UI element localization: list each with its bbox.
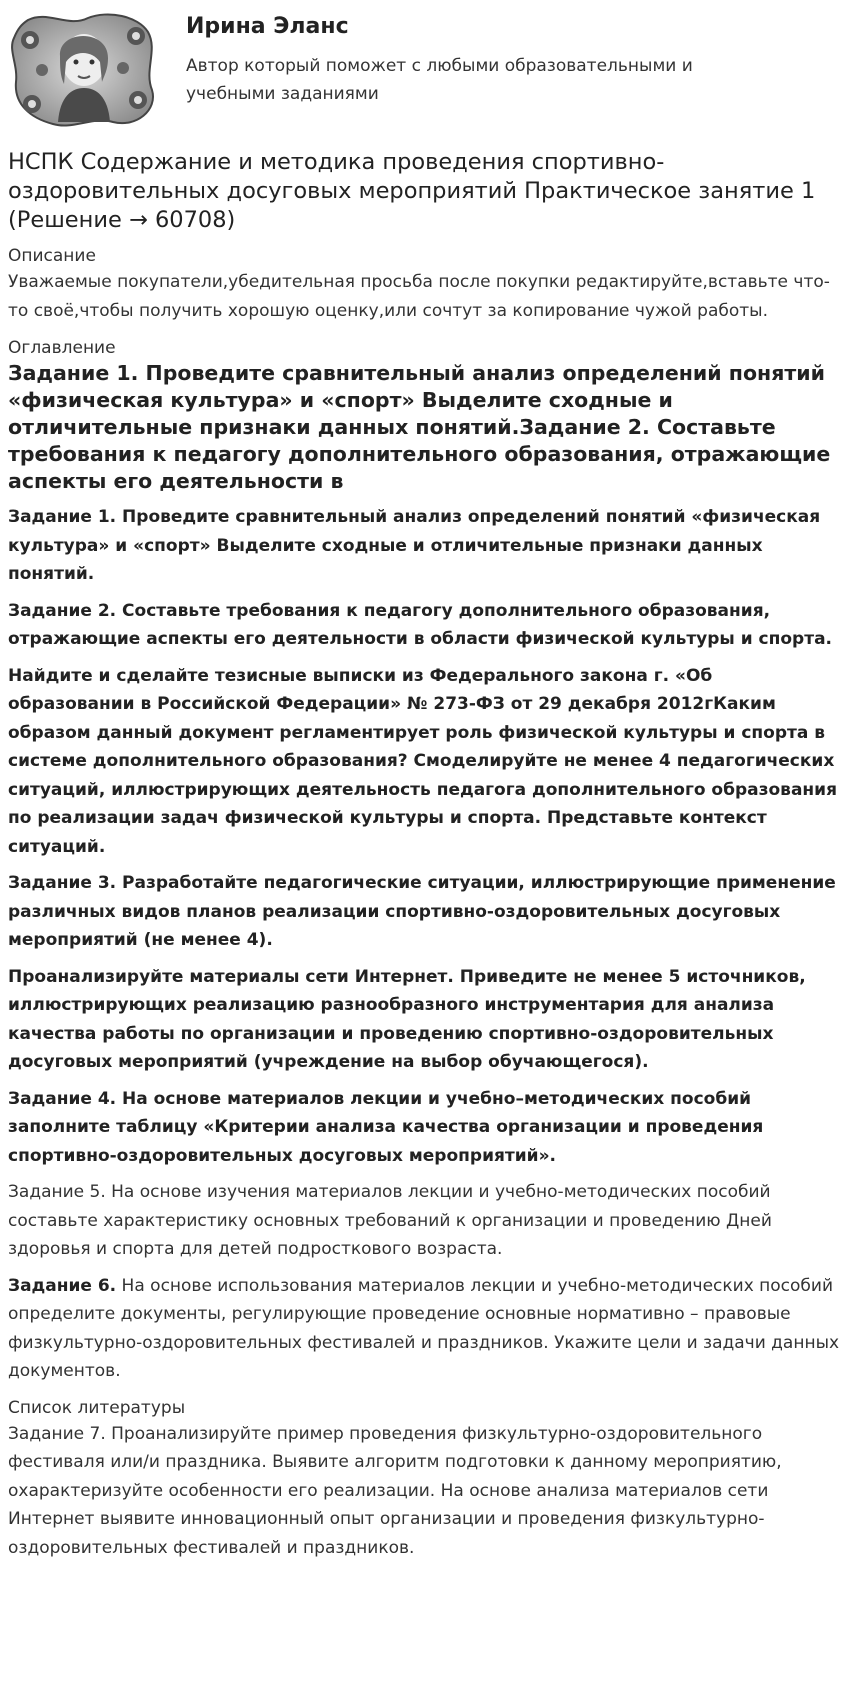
main-content: [8, 244, 840, 1562]
page-title: НСПК Содержание и методика проведения спортивно-оздоровительных досуговых мероприятий Практическое занятие 1 (Решение → 60708): [8, 149, 816, 233]
task-6-text: На основе использования материалов лекции и учебно-методических пособий определите документы, регулирующие проведение основные нормативно – правовые физкультурно-оздоровительных фестивалей и праздников. Укажите цели и задачи данных документов.: [8, 1275, 840, 1381]
author-block: [8, 6, 838, 131]
author-avatar[interactable]: [8, 10, 158, 130]
author-name[interactable]: Ирина Эланс: [186, 14, 349, 39]
author-description: Автор который поможет с любыми образовательными и учебными заданиями: [186, 56, 693, 104]
description-label: Описание: [8, 246, 96, 266]
law-extract-paragraph: Найдите и сделайте тезисные выписки из Федерального закона г. «Об образовании в Российской Федерации» № 273-ФЗ от 29 декабря 2012гКаким образом данный документ регламентирует роль физической культуры и спорта в системе дополнительного образования? Смоделируйте не менее 4 педагогических ситуаций, иллюстрирующих деятельность педагога дополнительного образования по реализации задач физической культуры и спорта. Представьте контекст ситуаций.: [8, 665, 837, 857]
description-text: Уважаемые покупатели,убедительная просьба после покупки редактируйте,вставьте что-то своё,чтобы получить хорошую оценку,или сочтут за копирование чужой работы.: [8, 272, 830, 321]
task-6-heading: Задание 6.: [8, 1275, 117, 1296]
task-4-paragraph: Задание 4. На основе материалов лекции и учебно–методических пособий заполните таблицу «Критерии анализа качества организации и проведения спортивно-оздоровительных досуговых мероприятий».: [8, 1088, 764, 1166]
task-2-paragraph: Задание 2. Составьте требования к педагогу дополнительного образования, отражающие аспекты его деятельности в области физической культуры и спорта.: [8, 600, 833, 649]
task-6-paragraph: [8, 1272, 840, 1386]
task-1-paragraph: Задание 1. Проведите сравнительный анализ определений понятий «физическая культура» и «спорт» Выделите сходные и отличительные признаки данных понятий.: [8, 507, 821, 584]
literature-text: Задание 7. Проанализируйте пример проведения физкультурно-оздоровительного фестиваля или/и праздника. Выявите алгоритм подготовки к данному мероприятию, охарактеризуйте особенности его реализации. На основе анализа материалов сети Интернет выявите инновационный опыт организации и проведения физкультурно-оздоровительных фестивалей и праздников.: [8, 1423, 782, 1558]
contents-label: Оглавление: [8, 338, 116, 358]
contents-summary: Задание 1. Проведите сравнительный анализ определений понятий «физическая культура» и «спорт» Выделите сходные и отличительные признаки данных понятий.Задание 2. Составьте требования к педагогу дополнительного образования, отражающие аспекты его деятельности в: [8, 361, 831, 493]
task-5-paragraph: Задание 5. На основе изучения материалов лекции и учебно-методических пособий составьте характеристику основных требований к организации и проведению Дней здоровья и спорта для детей подросткового возраста.: [8, 1182, 772, 1259]
internet-analysis-paragraph: Проанализируйте материалы сети Интернет. Приведите не менее 5 источников, иллюстрирующих реализацию разнообразного инструментария для анализа качества работы по организации и проведению спортивно-оздоровительных досуговых мероприятий (учреждение на выбор обучающегося).: [8, 966, 806, 1072]
task-3-paragraph: Задание 3. Разработайте педагогические ситуации, иллюстрирующие применение различных видов планов реализации спортивно-оздоровительных досуговых мероприятий (не менее 4).: [8, 873, 836, 950]
literature-label: Список литературы: [8, 1397, 186, 1418]
